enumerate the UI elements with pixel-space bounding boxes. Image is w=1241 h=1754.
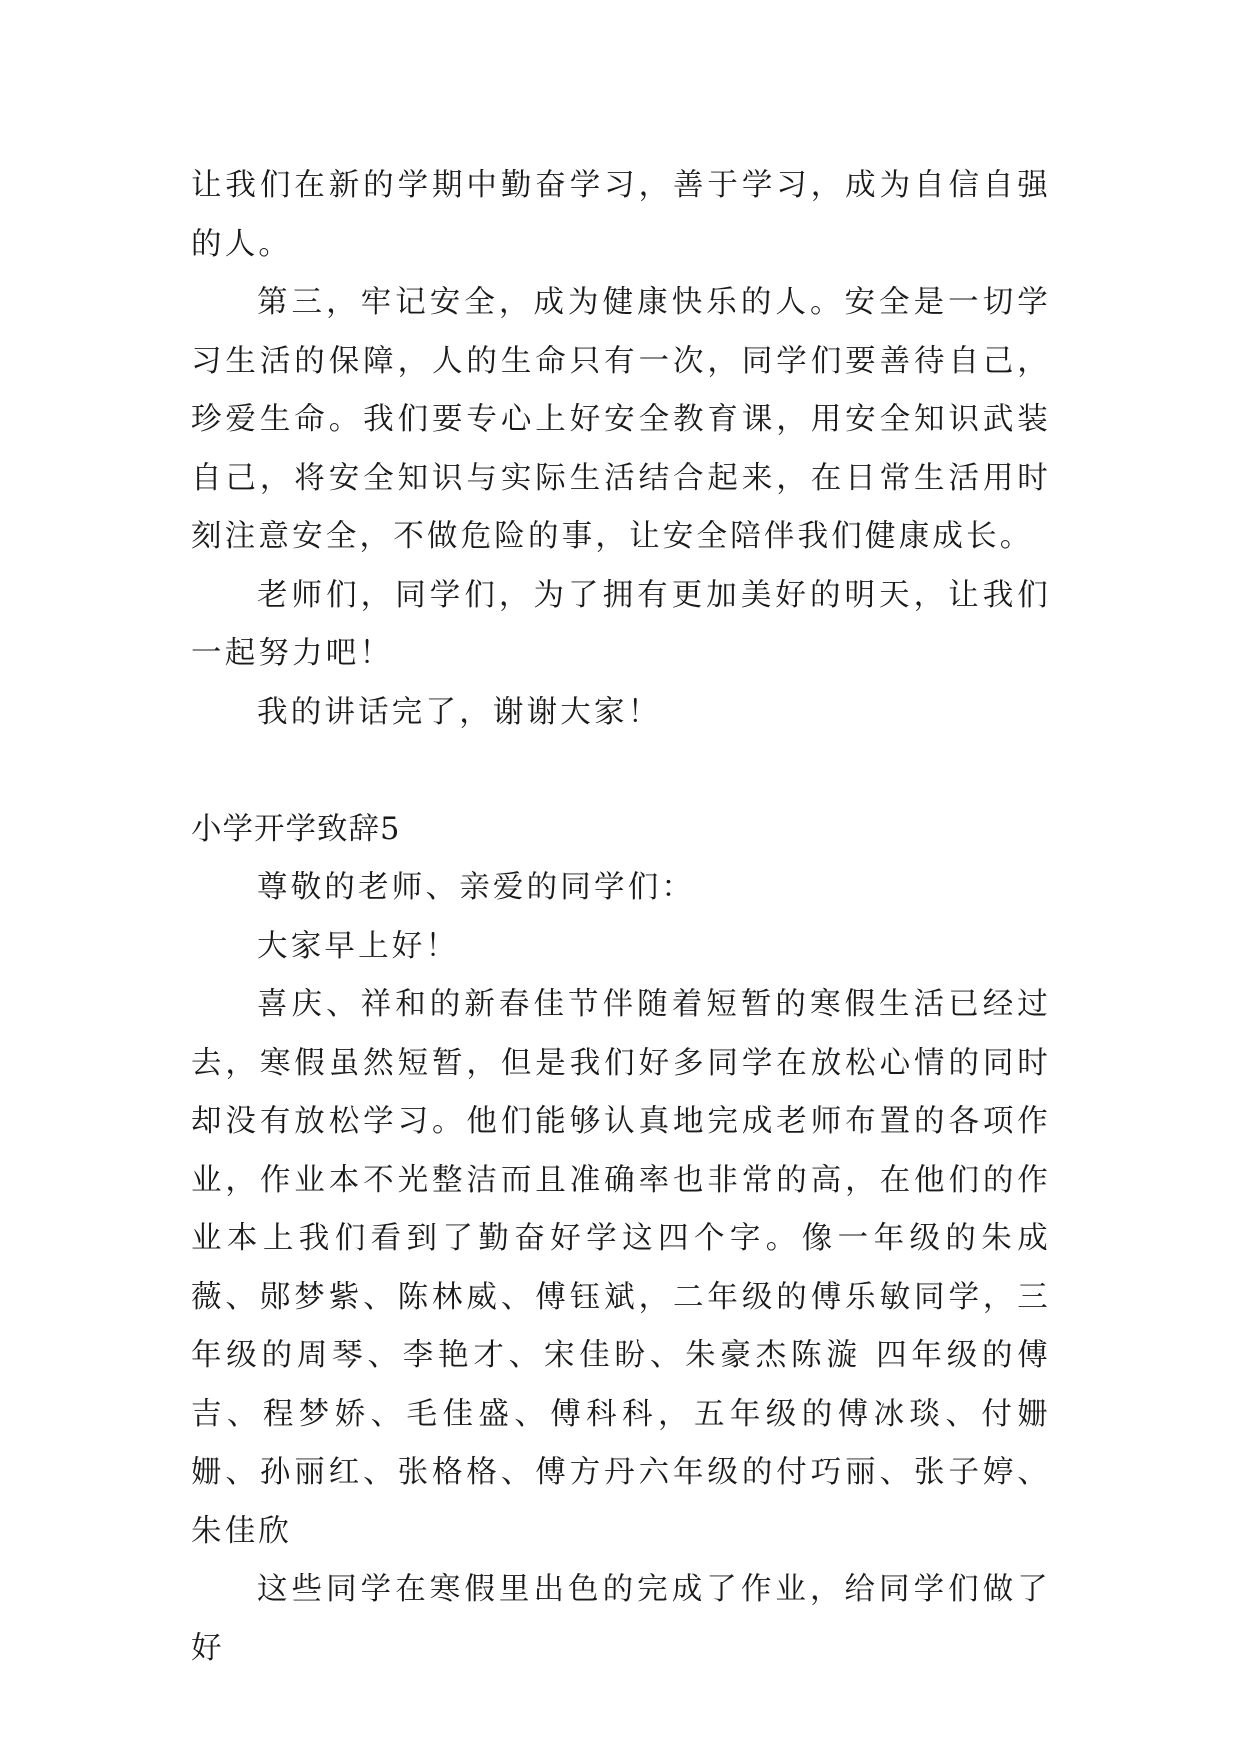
- greeting: 大家早上好！: [257, 928, 460, 964]
- document-body: [191, 157, 1051, 1678]
- salutation: 尊敬的老师、亲爱的同学们：: [257, 870, 696, 905]
- paragraph: 喜庆、祥和的新春佳节伴随着短暂的寒假生活已经过去，寒假虽然短暂，但是我们好多同学在放松心情的同时却没有放松学习。他们能够认真地完成老师布置的各项作业，作业本不光整洁而且准确率也非常的高，在他们的作业本上我们看到了勤奋好学这四个字。像一年级的朱成薇、郧梦紫、陈林威、傅钰斌，二年级的傅乐敏同学，三年级的周琴、李艳才、宋佳盼、朱豪杰陈漩 四年级的傅吉、程梦娇、毛佳盛、傅科科，五年级的傅冰琰、付姗姗、孙丽红、张格格、傅方丹六年级的付巧丽、张子婷、朱佳欣: [191, 987, 1051, 1549]
- section-title: 小学开学致辞5: [191, 811, 401, 847]
- paragraph: 这些同学在寒假里出色的完成了作业，给同学们做了好: [191, 1572, 1051, 1666]
- paragraph: 让我们在新的学期中勤奋学习，善于学习，成为自信自强的人。: [191, 168, 1051, 262]
- paragraph: 第三，牢记安全，成为健康快乐的人。安全是一切学习生活的保障，人的生命只有一次，同学们要善待自己，珍爱生命。我们要专心上好安全教育课，用安全知识武装自己，将安全知识与实际生活结合起来，在日常生活用时刻注意安全，不做危险的事，让安全陪伴我们健康成长。: [191, 285, 1051, 554]
- paragraph: 老师们，同学们，为了拥有更加美好的明天，让我们一起努力吧！: [191, 577, 1051, 671]
- paragraph: 我的讲话完了，谢谢大家！: [257, 694, 662, 730]
